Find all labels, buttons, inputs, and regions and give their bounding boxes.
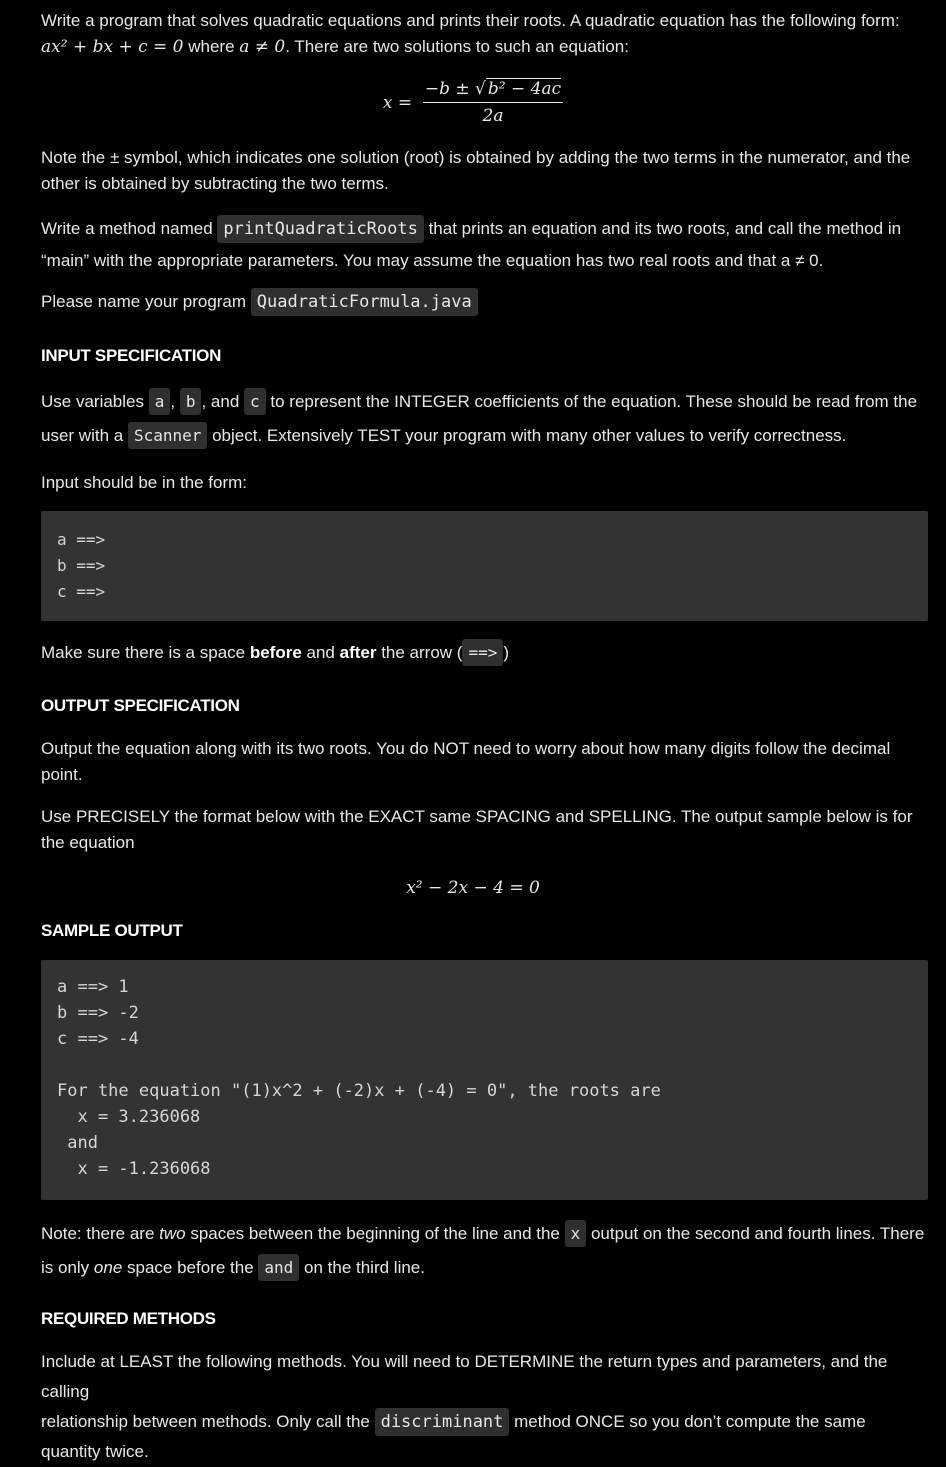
numerator-prefix: −b ± √: [424, 79, 486, 99]
formula-denominator: 2a: [482, 106, 504, 126]
intro-line-1: Write a program that solves quadratic equations and prints their roots. A quadratic equation has the following form:: [41, 11, 900, 30]
var-b-code: b: [180, 388, 202, 415]
required-line-1: Include at LEAST the following methods. You will need to DETERMINE the return types and parameters, and the calling: [41, 1352, 888, 1401]
italic-one: one: [93, 1258, 123, 1277]
required-line-3: quantity twice.: [41, 1442, 149, 1461]
input-spec-line-1: [41, 385, 928, 419]
output-spec-paragraph-1: Output the equation along with its two roots. You do NOT need to worry about how many digits follow the decimal point.: [41, 739, 891, 784]
var-c-code: c: [244, 388, 266, 415]
sample-line-root-2: x = -1.236068: [57, 1159, 211, 1179]
intro-paragraph: [41, 8, 928, 60]
intro-two-solutions: . There are two solutions to such an equation:: [285, 37, 629, 56]
spacing-note-line-1: [41, 1217, 928, 1251]
intro-line-2: [41, 34, 928, 60]
italic-two: two: [159, 1224, 186, 1243]
arrow-code: ==>: [462, 639, 503, 666]
arrow-note-and: and: [301, 643, 340, 662]
spacing-text-6: on the third line.: [299, 1258, 425, 1277]
input-form-line-c: c ==>: [57, 582, 106, 601]
program-name-text: Please name your program: [41, 292, 251, 311]
scanner-code: Scanner: [128, 422, 207, 449]
discriminant-code: discriminant: [375, 1408, 510, 1436]
sample-line-a: a ==> 1: [57, 977, 129, 997]
formula-numerator: [423, 76, 563, 103]
input-spec-line-2: [41, 419, 928, 453]
program-name-paragraph: [41, 289, 928, 315]
spacing-text-3: output on the second and fourth lines. There: [586, 1224, 925, 1243]
a-nonzero-condition: a ≠ 0: [239, 37, 286, 57]
arrow-spacing-note: [41, 640, 928, 666]
input-spec-heading: INPUT SPECIFICATION: [41, 346, 222, 365]
required-line-2: [41, 1407, 928, 1437]
sample-output-codeblock: [41, 960, 928, 1200]
spacing-text-5: space before the: [122, 1258, 259, 1277]
formula-fraction: [423, 76, 563, 129]
bold-before: before: [249, 643, 302, 662]
quadratic-formula: [0, 76, 946, 129]
input-text-before: Use variables: [41, 392, 149, 411]
var-a-code: a: [149, 388, 171, 415]
output-spec-paragraph-2: Use PRECISELY the format below with the EXACT same SPACING and SPELLING. The output sample below is for the equation: [41, 807, 913, 852]
intro-where: where: [183, 37, 240, 56]
sample-line-and: and: [57, 1133, 98, 1153]
method-text-after: that prints an equation and its two roots, and call the method in: [423, 219, 902, 238]
input-form-line-a: a ==>: [57, 530, 106, 549]
arrow-note-text-1: Make sure there is a space: [41, 643, 250, 662]
input-form-codeblock: [41, 511, 928, 621]
input-form-line-b: b ==>: [57, 556, 106, 575]
x-code: x: [565, 1220, 587, 1247]
required-methods-heading: REQUIRED METHODS: [41, 1309, 216, 1328]
method-line-1: [41, 213, 928, 245]
required-text-before: relationship between methods. Only call the: [41, 1412, 375, 1431]
sample-line-c: c ==> -4: [57, 1029, 139, 1049]
and-text: , and: [201, 392, 245, 411]
bold-after: after: [339, 643, 377, 662]
required-methods-paragraph: [41, 1347, 928, 1467]
input-spec-paragraph: [41, 385, 928, 453]
input-line2-before: user with a: [41, 426, 128, 445]
spacing-note: [41, 1217, 928, 1285]
sample-output-heading: SAMPLE OUTPUT: [41, 921, 183, 940]
sample-line-root-1: x = 3.236068: [57, 1107, 201, 1127]
formula-lhs: x =: [382, 92, 413, 113]
spacing-note-line-2: [41, 1251, 928, 1285]
quadratic-form-equation: ax² + bx + c = 0: [41, 37, 184, 57]
method-name-code: printQuadraticRoots: [217, 215, 423, 243]
spacing-text-4: is only: [41, 1258, 94, 1277]
comma-text: ,: [170, 392, 176, 411]
sample-line-b: b ==> -2: [57, 1003, 139, 1023]
sample-line-equation: For the equation "(1)x^2 + (-2)x + (-4) = 0", the roots are: [57, 1081, 661, 1101]
method-paragraph: [41, 213, 928, 277]
output-spec-heading: OUTPUT SPECIFICATION: [41, 696, 240, 715]
sample-line-blank: [57, 1052, 912, 1078]
plus-minus-note: Note the ± symbol, which indicates one solution (root) is obtained by adding the two terms in the numerator, and the other is obtained by subtracting the two terms.: [41, 148, 911, 193]
method-line-2: “main” with the appropriate parameters. You may assume the equation has two real roots and that a ≠ 0.: [41, 251, 824, 270]
spacing-text-1: Note: there are: [41, 1224, 160, 1243]
and-code: and: [258, 1254, 299, 1281]
numerator-radicand: b² − 4ac: [487, 79, 562, 99]
input-text-after: to represent the INTEGER coefficients of the equation. These should be read from the: [265, 392, 918, 411]
input-line2-after: object. Extensively TEST your program with many other values to verify correctness.: [207, 426, 847, 445]
required-text-after: method ONCE so you don’t compute the same: [509, 1412, 866, 1431]
input-form-label: Input should be in the form:: [41, 473, 248, 492]
method-text-before: Write a method named: [41, 219, 218, 238]
close-paren: ): [503, 643, 510, 662]
sample-equation: x² − 2x − 4 = 0: [406, 878, 540, 898]
spacing-text-2: spaces between the beginning of the line and the: [185, 1224, 565, 1243]
arrow-note-text-2: the arrow (: [376, 643, 463, 662]
program-file-code: QuadraticFormula.java: [251, 288, 478, 316]
